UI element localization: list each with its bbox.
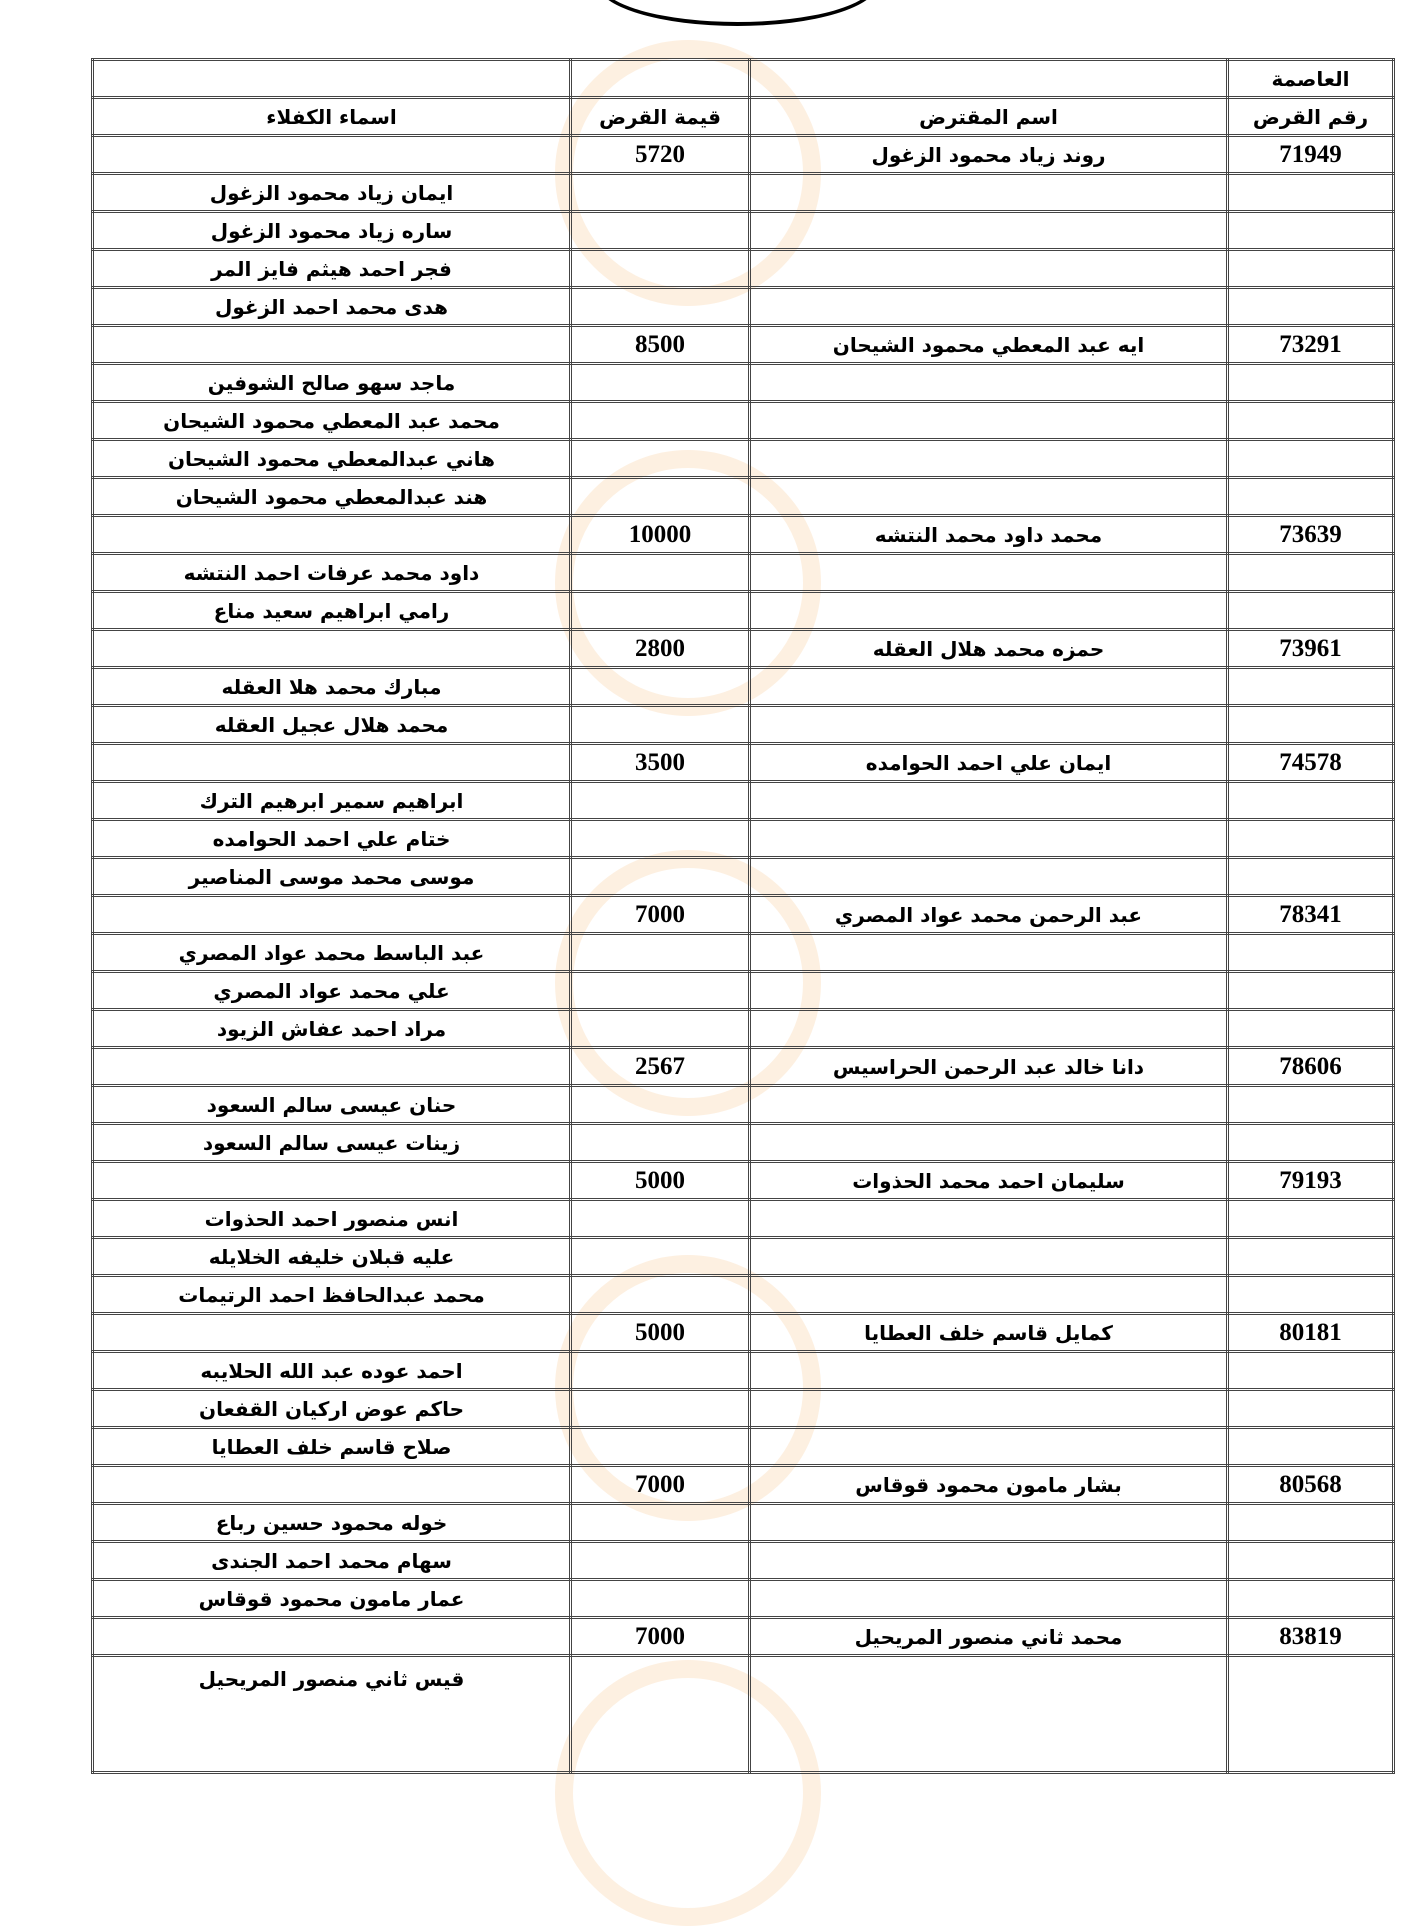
loan-amount: 5000 <box>571 1162 750 1200</box>
empty-cell <box>1228 1580 1394 1618</box>
loans-table <box>91 58 1395 1774</box>
empty-cell <box>1228 364 1394 402</box>
guarantor-name: حاكم عوض اركيان القفعان <box>93 1390 571 1428</box>
region-label: العاصمة <box>1228 60 1394 98</box>
empty-cell <box>750 250 1228 288</box>
guarantor-row <box>93 1200 1394 1238</box>
empty-cell <box>1228 1238 1394 1276</box>
empty-cell <box>750 706 1228 744</box>
empty-cell <box>750 592 1228 630</box>
empty-cell <box>750 364 1228 402</box>
empty-cell <box>93 136 571 174</box>
col-header-number: رقم القرض <box>1228 98 1394 136</box>
empty-cell <box>1228 668 1394 706</box>
empty-cell <box>93 60 571 98</box>
borrower-name: حمزه محمد هلال العقله <box>750 630 1228 668</box>
borrower-name: دانا خالد عبد الرحمن الحراسيس <box>750 1048 1228 1086</box>
guarantor-row <box>93 706 1394 744</box>
empty-cell <box>571 668 750 706</box>
guarantor-name: ماجد سهو صالح الشوفين <box>93 364 571 402</box>
col-header-amount: قيمة القرض <box>571 98 750 136</box>
loan-number: 80568 <box>1228 1466 1394 1504</box>
guarantor-name: ساره زياد محمود الزغول <box>93 212 571 250</box>
empty-cell <box>750 212 1228 250</box>
empty-cell <box>93 1048 571 1086</box>
col-header-borrower: اسم المقترض <box>750 98 1228 136</box>
loan-row <box>93 1466 1394 1504</box>
empty-cell <box>571 706 750 744</box>
empty-cell <box>571 1010 750 1048</box>
guarantor-name: داود محمد عرفات احمد النتشه <box>93 554 571 592</box>
guarantor-name: فجر احمد هيثم فايز المر <box>93 250 571 288</box>
empty-cell <box>93 896 571 934</box>
loan-number: 73639 <box>1228 516 1394 554</box>
empty-cell <box>571 592 750 630</box>
empty-cell <box>571 1352 750 1390</box>
empty-cell <box>1228 1086 1394 1124</box>
guarantor-row <box>93 934 1394 972</box>
guarantor-name: علي محمد عواد المصري <box>93 972 571 1010</box>
loan-row <box>93 1618 1394 1656</box>
empty-cell <box>750 1124 1228 1162</box>
empty-cell <box>750 668 1228 706</box>
loan-amount: 10000 <box>571 516 750 554</box>
loan-row <box>93 896 1394 934</box>
empty-cell <box>571 1238 750 1276</box>
loan-amount: 2800 <box>571 630 750 668</box>
guarantor-name: هاني عبدالمعطي محمود الشيحان <box>93 440 571 478</box>
guarantor-name: زينات عيسى سالم السعود <box>93 1124 571 1162</box>
empty-cell <box>750 858 1228 896</box>
empty-cell <box>750 478 1228 516</box>
empty-cell <box>1228 592 1394 630</box>
loan-amount: 7000 <box>571 896 750 934</box>
guarantor-name: ختام علي احمد الحوامده <box>93 820 571 858</box>
guarantor-name: صلاح قاسم خلف العطايا <box>93 1428 571 1466</box>
guarantor-row <box>93 1428 1394 1466</box>
loan-row <box>93 1048 1394 1086</box>
borrower-name: بشار مامون محمود قوقاس <box>750 1466 1228 1504</box>
guarantor-name: هند عبدالمعطي محمود الشيحان <box>93 478 571 516</box>
empty-cell <box>1228 1428 1394 1466</box>
empty-cell <box>1228 250 1394 288</box>
guarantor-name: حنان عيسى سالم السعود <box>93 1086 571 1124</box>
empty-cell <box>571 1390 750 1428</box>
empty-cell <box>750 554 1228 592</box>
empty-cell <box>571 364 750 402</box>
empty-cell <box>571 1086 750 1124</box>
guarantor-row <box>93 478 1394 516</box>
loan-number: 74578 <box>1228 744 1394 782</box>
empty-cell <box>93 1162 571 1200</box>
empty-cell <box>571 1200 750 1238</box>
empty-cell <box>750 60 1228 98</box>
loan-row <box>93 744 1394 782</box>
guarantor-row <box>93 402 1394 440</box>
empty-cell <box>1228 288 1394 326</box>
empty-cell <box>571 820 750 858</box>
guarantor-row <box>93 288 1394 326</box>
guarantor-row <box>93 174 1394 212</box>
loan-number: 78341 <box>1228 896 1394 934</box>
guarantor-name: رامي ابراهيم سعيد مناع <box>93 592 571 630</box>
guarantor-row <box>93 1542 1394 1580</box>
empty-cell <box>93 1618 571 1656</box>
empty-cell <box>93 1314 571 1352</box>
empty-cell <box>750 1542 1228 1580</box>
empty-cell <box>571 1580 750 1618</box>
empty-cell <box>571 554 750 592</box>
empty-cell <box>750 402 1228 440</box>
loan-amount: 7000 <box>571 1618 750 1656</box>
loan-number: 78606 <box>1228 1048 1394 1086</box>
loan-amount: 5720 <box>571 136 750 174</box>
guarantor-row <box>93 554 1394 592</box>
guarantor-row <box>93 212 1394 250</box>
borrower-name: كمايل قاسم خلف العطايا <box>750 1314 1228 1352</box>
guarantor-row <box>93 820 1394 858</box>
empty-cell <box>93 630 571 668</box>
loan-row <box>93 516 1394 554</box>
guarantor-row <box>93 858 1394 896</box>
empty-cell <box>1228 554 1394 592</box>
empty-cell <box>750 288 1228 326</box>
guarantor-row <box>93 1390 1394 1428</box>
empty-cell <box>750 782 1228 820</box>
empty-cell <box>750 1200 1228 1238</box>
empty-cell <box>1228 972 1394 1010</box>
loan-number: 71949 <box>1228 136 1394 174</box>
empty-cell <box>1228 1010 1394 1048</box>
empty-cell <box>571 402 750 440</box>
empty-cell <box>750 1010 1228 1048</box>
empty-cell <box>750 1276 1228 1314</box>
empty-cell <box>750 1656 1228 1773</box>
guarantor-row <box>93 440 1394 478</box>
empty-cell <box>571 1276 750 1314</box>
empty-cell <box>571 60 750 98</box>
guarantor-name: محمد عبدالحافظ احمد الرتيمات <box>93 1276 571 1314</box>
empty-cell <box>1228 1504 1394 1542</box>
empty-cell <box>1228 402 1394 440</box>
empty-cell <box>1228 212 1394 250</box>
empty-cell <box>750 1390 1228 1428</box>
loan-number: 83819 <box>1228 1618 1394 1656</box>
empty-cell <box>93 1466 571 1504</box>
guarantor-row <box>93 1656 1394 1773</box>
borrower-name: محمد داود محمد النتشه <box>750 516 1228 554</box>
borrower-name: روند زياد محمود الزغول <box>750 136 1228 174</box>
guarantor-row <box>93 364 1394 402</box>
empty-cell <box>571 478 750 516</box>
borrower-name: محمد ثاني منصور المريحيل <box>750 1618 1228 1656</box>
empty-cell <box>1228 858 1394 896</box>
region-row <box>93 60 1394 98</box>
empty-cell <box>571 782 750 820</box>
guarantor-name: مبارك محمد هلا العقله <box>93 668 571 706</box>
guarantor-name: محمد عبد المعطي محمود الشيحان <box>93 402 571 440</box>
loan-row <box>93 1314 1394 1352</box>
empty-cell <box>1228 1542 1394 1580</box>
empty-cell <box>571 972 750 1010</box>
guarantor-row <box>93 972 1394 1010</box>
guarantor-name: عليه قبلان خليفه الخلايله <box>93 1238 571 1276</box>
empty-cell <box>571 1504 750 1542</box>
empty-cell <box>1228 706 1394 744</box>
empty-cell <box>571 1542 750 1580</box>
guarantor-name: هدى محمد احمد الزغول <box>93 288 571 326</box>
empty-cell <box>1228 1124 1394 1162</box>
empty-cell <box>1228 1200 1394 1238</box>
empty-cell <box>750 934 1228 972</box>
loan-number: 80181 <box>1228 1314 1394 1352</box>
guarantor-name: انس منصور احمد الحذوات <box>93 1200 571 1238</box>
header-row <box>93 98 1394 136</box>
empty-cell <box>571 212 750 250</box>
loan-row <box>93 326 1394 364</box>
loan-row <box>93 630 1394 668</box>
empty-cell <box>1228 1276 1394 1314</box>
loan-amount: 5000 <box>571 1314 750 1352</box>
loan-amount: 7000 <box>571 1466 750 1504</box>
empty-cell <box>750 1428 1228 1466</box>
guarantor-name: احمد عوده عبد الله الحلايبه <box>93 1352 571 1390</box>
guarantor-row <box>93 1580 1394 1618</box>
guarantor-name: عبد الباسط محمد عواد المصري <box>93 934 571 972</box>
loan-number: 73291 <box>1228 326 1394 364</box>
guarantor-name: قيس ثاني منصور المريحيل <box>93 1656 571 1773</box>
empty-cell <box>750 1238 1228 1276</box>
empty-cell <box>1228 174 1394 212</box>
empty-cell <box>571 858 750 896</box>
empty-cell <box>1228 934 1394 972</box>
guarantor-row <box>93 782 1394 820</box>
loan-amount: 2567 <box>571 1048 750 1086</box>
loan-number: 79193 <box>1228 1162 1394 1200</box>
empty-cell <box>571 174 750 212</box>
guarantor-name: سهام محمد احمد الجندى <box>93 1542 571 1580</box>
empty-cell <box>750 1352 1228 1390</box>
empty-cell <box>571 250 750 288</box>
guarantor-row <box>93 1124 1394 1162</box>
empty-cell <box>750 1504 1228 1542</box>
empty-cell <box>571 1124 750 1162</box>
empty-cell <box>571 934 750 972</box>
loan-row <box>93 1162 1394 1200</box>
empty-cell <box>750 972 1228 1010</box>
empty-cell <box>1228 782 1394 820</box>
guarantor-row <box>93 1276 1394 1314</box>
guarantor-name: مراد احمد عفاش الزيود <box>93 1010 571 1048</box>
empty-cell <box>571 1656 750 1773</box>
empty-cell <box>571 288 750 326</box>
guarantor-row <box>93 1010 1394 1048</box>
borrower-name: ايه عبد المعطي محمود الشيحان <box>750 326 1228 364</box>
guarantor-row <box>93 1086 1394 1124</box>
loan-amount: 3500 <box>571 744 750 782</box>
empty-cell <box>750 1580 1228 1618</box>
guarantor-name: عمار مامون محمود قوقاس <box>93 1580 571 1618</box>
empty-cell <box>1228 440 1394 478</box>
empty-cell <box>750 440 1228 478</box>
empty-cell <box>750 1086 1228 1124</box>
borrower-name: عبد الرحمن محمد عواد المصري <box>750 896 1228 934</box>
empty-cell <box>571 1428 750 1466</box>
empty-cell <box>93 744 571 782</box>
empty-cell <box>93 516 571 554</box>
empty-cell <box>1228 1352 1394 1390</box>
guarantor-row <box>93 1238 1394 1276</box>
guarantor-name: ابراهيم سمير ابرهيم الترك <box>93 782 571 820</box>
empty-cell <box>1228 1656 1394 1773</box>
empty-cell <box>750 820 1228 858</box>
guarantor-row <box>93 1352 1394 1390</box>
borrower-name: ايمان علي احمد الحوامده <box>750 744 1228 782</box>
guarantor-row <box>93 250 1394 288</box>
guarantor-name: موسى محمد موسى المناصير <box>93 858 571 896</box>
guarantor-name: محمد هلال عجيل العقله <box>93 706 571 744</box>
loan-amount: 8500 <box>571 326 750 364</box>
loan-number: 73961 <box>1228 630 1394 668</box>
guarantor-name: خوله محمود حسين رباع <box>93 1504 571 1542</box>
col-header-guarantors: اسماء الكفلاء <box>93 98 571 136</box>
guarantor-row <box>93 668 1394 706</box>
empty-cell <box>571 440 750 478</box>
loan-row <box>93 136 1394 174</box>
empty-cell <box>1228 478 1394 516</box>
guarantor-row <box>93 592 1394 630</box>
empty-cell <box>93 326 571 364</box>
header-oval-stamp <box>597 0 878 26</box>
empty-cell <box>1228 820 1394 858</box>
guarantor-name: ايمان زياد محمود الزغول <box>93 174 571 212</box>
guarantor-row <box>93 1504 1394 1542</box>
empty-cell <box>750 174 1228 212</box>
empty-cell <box>1228 1390 1394 1428</box>
borrower-name: سليمان احمد محمد الحذوات <box>750 1162 1228 1200</box>
